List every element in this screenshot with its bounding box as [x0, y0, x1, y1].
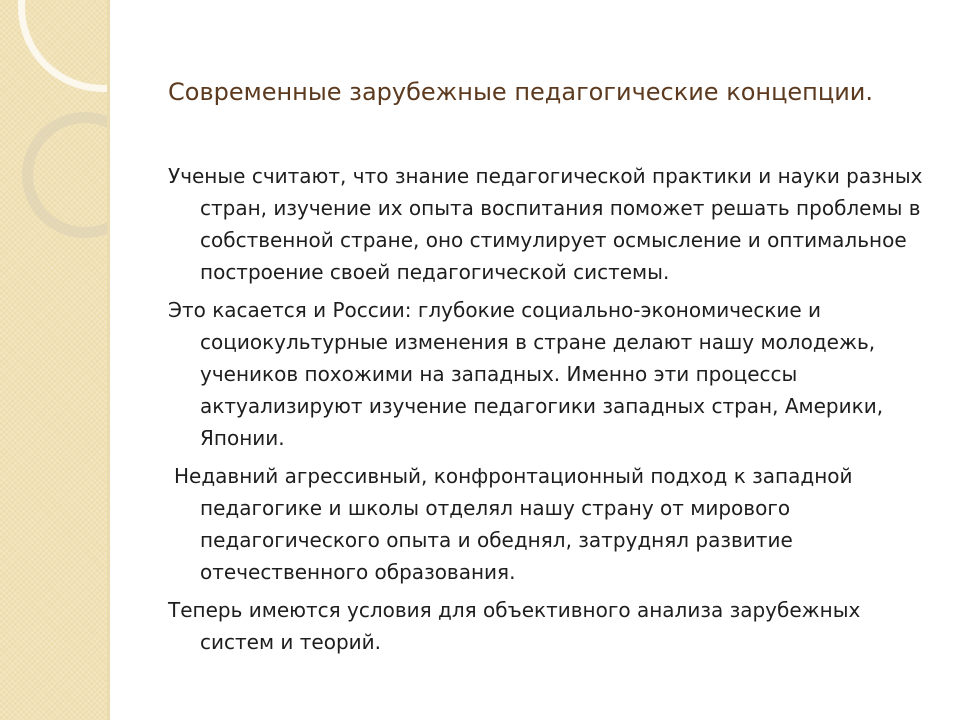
slide-body — [168, 160, 936, 664]
paragraph-russia: Это касается и России: глубокие социально-экономические и социокультурные изменения в стране делают нашу молодежь, учеников похожими на западных. Именно эти процессы актуализируют изучение педагогики западных стран, Америки, Японии. — [168, 298, 884, 450]
slide-title: Современные зарубежные педагогические концепции. — [168, 78, 874, 106]
sidebar-divider — [107, 0, 110, 720]
decorative-ring-large — [18, 0, 107, 92]
decorative-ring-medium — [22, 112, 107, 238]
decorative-sidebar — [0, 0, 107, 720]
paragraph-scientists: Ученые считают, что знание педагогической практики и науки разных стран, изучение их опыта воспитания поможет решать проблемы в собственной стране, оно стимулирует осмысление и оптимальное построение своей педагогической системы. — [168, 164, 923, 284]
paragraph-conditions: Теперь имеются условия для объективного анализа зарубежных систем и теорий. — [168, 598, 861, 654]
paragraph-confrontation: Недавний агрессивный, конфронтационный подход к западной педагогике и школы отделял нашу страну от мирового педагогического опыта и обеднял, затруднял развитие отечественного образования. — [174, 464, 853, 584]
